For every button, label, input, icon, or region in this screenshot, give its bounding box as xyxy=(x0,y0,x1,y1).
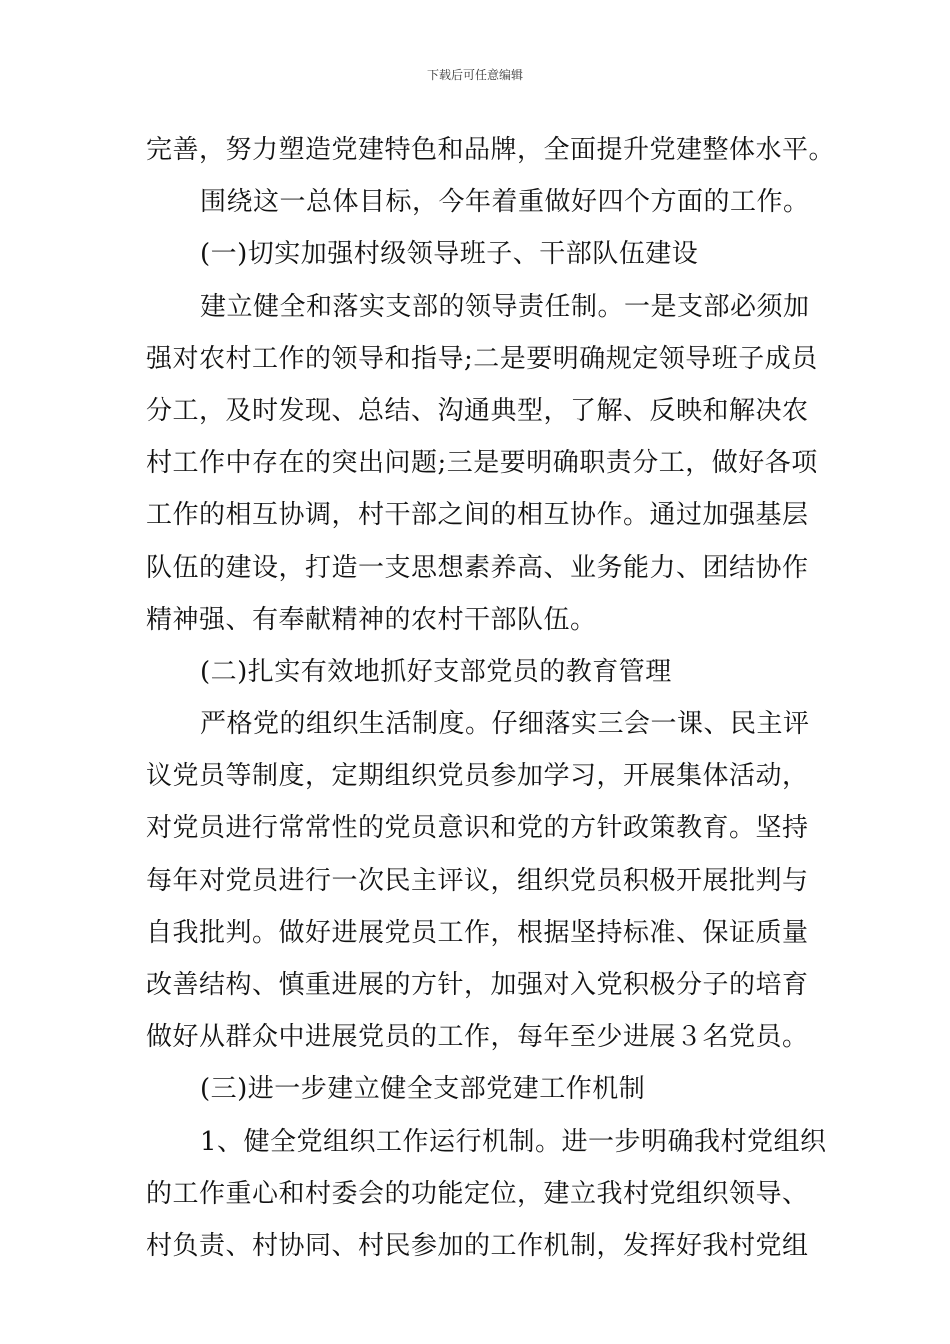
page-header: 下载后可任意编辑 xyxy=(426,68,523,82)
text-line: 建立健全和落实支部的领导责任制。一是支部必须加 xyxy=(200,291,810,322)
text-line: 议党员等制度，定期组织党员参加学习，开展集体活动， xyxy=(146,761,809,792)
text-line: 对党员进行常常性的党员意识和党的方针政策教育。坚持 xyxy=(146,813,809,844)
text-line: 完善，努力塑造党建特色和品牌，全面提升党建整体水平。 xyxy=(146,135,836,165)
text-line: 工作的相互协调，村干部之间的相互协作。通过加强基层 xyxy=(146,500,809,531)
text-line: 村工作中存在的突出问题;三是要明确职责分工，做好各项 xyxy=(146,448,818,479)
text-line: 分工，及时发现、总结、沟通典型，了解、反映和解决农 xyxy=(146,395,809,426)
text-line: 1、健全党组织工作运行机制。进一步明确我村党组织 xyxy=(200,1126,827,1157)
text-line: 做好从群众中进展党员的工作，每年至少进展３名党员。 xyxy=(146,1022,809,1053)
document-body xyxy=(146,124,836,1272)
text-line: 精神强、有奉献精神的农村干部队伍。 xyxy=(146,604,597,635)
text-line: (三)进一步建立健全支部党建工作机制 xyxy=(200,1074,646,1105)
text-line: (二)扎实有效地抓好支部党员的教育管理 xyxy=(200,656,672,687)
text-line: (一)切实加强村级领导班子、干部队伍建设 xyxy=(200,239,699,270)
text-line: 村负责、村协同、村民参加的工作机制，发挥好我村党组 xyxy=(146,1230,809,1261)
text-line: 围绕这一总体目标，今年着重做好四个方面的工作。 xyxy=(200,187,810,218)
text-line: 自我批判。做好进展党员工作，根据坚持标准、保证质量 xyxy=(146,917,809,948)
text-line: 每年对党员进行一次民主评议，组织党员积极开展批判与 xyxy=(146,865,809,896)
text-line: 的工作重心和村委会的功能定位，建立我村党组织领导、 xyxy=(146,1178,809,1209)
text-line: 强对农村工作的领导和指导;二是要明确规定领导班子成员 xyxy=(146,343,818,374)
text-line: 队伍的建设，打造一支思想素养高、业务能力、团结协作 xyxy=(146,552,809,583)
text-line: 严格党的组织生活制度。仔细落实三会一课、民主评 xyxy=(200,709,810,740)
text-line: 改善结构、慎重进展的方针，加强对入党积极分子的培育 xyxy=(146,970,809,1000)
